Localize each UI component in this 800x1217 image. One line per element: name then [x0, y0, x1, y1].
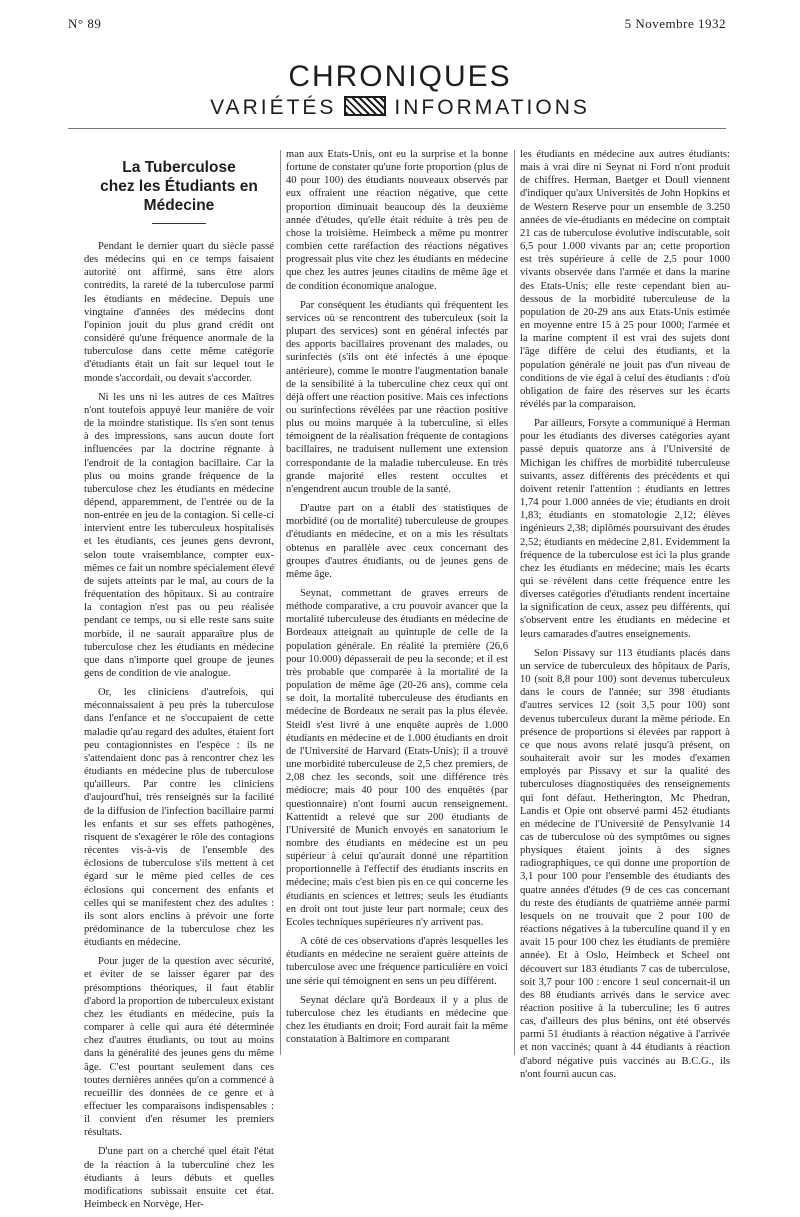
paragraph: A côté de ces observations d'après lesquelles les étudiants en médecine ne seraient guère atteints de tuberculose avec une fréquence particulière en voici une série qui témoignent en sens un peu différent.	[286, 936, 508, 987]
paragraph: Par ailleurs, Forsyte a communiqué à Herman pour les étudiants des diverses catégories ayant passé depuis quatorze ans à l'Université de Michigan les chiffres de morbidité tuberculeuse suivants, assez différents des précédents et qui doivent retenir l'attention : étudiants en lettres 1,74 pour 1.000 années de vie; étudiants en droit 1,83; étudiants en stomatologie 2,12; élèves ingénieurs 2,38; diplômés poursuivant des études 2,52; étudiants en médecine 2,81. Evidemment la fréquence de la tuberculose est ici la plus grande chez les étudiants en médecine; mais les écarts qui se révèlent dans cette fréquence entre les diverses catégories d'étudiants rendent incertaine la signification de ceux, assez peu différents, qui s'observent entre les étudiants en médecine et leurs camarades d'autres enseignements.	[520, 418, 730, 640]
masthead-subtitle	[0, 96, 800, 120]
masthead-left: VARIÉTÉS	[210, 96, 337, 119]
paragraph: Ni les uns ni les autres de ces Maîtres n'ont toutefois appuyé leur manière de voir de la moindre statistique. Ils s'en sont tenus à des impressions, sans aucun doute fort influencées par la doctrine régnante à l'endroit de la contagion bacillaire. Car la plus ou moins grande fréquence de la tuberculose chez les étudiants en médecine dépend, apparemment, de l'entrée ou de la non-entrée en jeu de la contagion. Si celle-ci intervient entre les tuberculeux hospitalisés et les étudiants, ces jeunes gens devront, selon toute vraisemblance, compter eux-mêmes ce fait un nombre spécialement élevé de sujets atteints par le mal, au cours de la fréquentation des hôpitaux. Si au contraire la contagion n'est pas ou peu réalisée pendant ce temps, ou si elle reste sans suite morbide, il ne saurait apparaître plus de tuberculose chez les étudiants en médecine que dans n'importe quel groupe de jeunes gens de condition de vie analogue.	[84, 391, 275, 679]
masthead-right: INFORMATIONS	[394, 96, 590, 119]
title-rule	[152, 223, 206, 224]
article-title	[84, 158, 274, 215]
paragraph: Pendant le dernier quart du siècle passé des médecins qui en ce temps faisaient autorité ont affirmé, sans être alors contredits, la rareté de la tuberculose parmi les étudiants en médecine. Depuis une vingtaine d'années des médecins dont l'opinion jouit du plus grand crédit ont considéré qu'une fréquence anormale de la tuberculose dans cette même catégorie d'étudiants était un fait sur lequel tout le monde s'accordait, ou devait s'accorder.	[84, 241, 274, 384]
paragraph: man aux Etats-Unis, ont eu la surprise et la bonne fortune de constater qu'une forte proportion (plus de 40 pour 100) des étudiants nouveaux observés par eux offraient une réaction négative, que cette proportion diminuait beaucoup dès la deuxième année d'études, qu'elle était réduite à très peu de chose la troisième. Heimbeck a même pu montrer combien cette raréfaction des réactions négatives progressait plus vite chez les étudiants en médecine que chez les autres jeunes citadins de même âge et de condition économique analogue.	[286, 149, 508, 292]
paragraph: Seynat déclare qu'à Bordeaux il y a plus de tuberculose chez les étudiants en médecine que chez les étudiants en droit; Ford aurait fait la même constatation à Baltimore en comparant	[286, 994, 508, 1046]
paragraph: Selon Pissavy sur 113 étudiants placés dans un service de tuberculeux des hôpitaux de Paris, 10 (soit 8,8 pour 100) sont devenus tuberculeux dans le cours de l'année; sur 398 étudiants d'autres services 12 (soit 3,5 pour 100) sont devenus tuberculeux durant la même période. En présence de proportions si élevées par rapport à ce que nous avons relaté jusqu'à présent, on souhaiterait avoir sur les modes d'examen employés par Pissavy et sur la qualité des tuberculoses diagnostiquées des renseignements qui font défaut. Hetherington, Mc Phedran, Landis et Opie ont observé parmi 452 étudiants en médecine de l'Université de Pensylvanie 14 cas de tuberculose où des symptômes ou signes physiques étaient joints à des signes radiographiques, ce qui donne une proportion de 3,1 pour 100 pour l'ensemble des étudiants des quatre années d'études (9 de ces cas concernant du reste des étudiants de quatrième année parmi lesquels on ne trouvait que 2 pour 100 de réactions négatives à la tuberculine quand il y en avait 15 pour 100 chez les étudiants de première année). Et à Oslo, Heimbeck et Scheel ont découvert sur 183 étudiants 7 cas de tuberculose, soit 3,7 pour 100 : encore 1 seul concernait-il un des 88 étudiants arrivés dans le service avec réaction positive à la tuberculine; les 6 autres cas, d'ailleurs des plus bénins, ont été observés parmi 51 étudiants à réaction négative à l'arrivée et non vaccinés; quant à 44 étudiants à réaction d'abord négative puis vaccinés au B.C.G., ils n'ont fourni aucun cas.	[520, 647, 730, 1080]
header-divider	[68, 128, 726, 129]
masthead-title: CHRONIQUES	[288, 60, 512, 93]
paragraph: Seynat, commettant de graves erreurs de méthode comparative, a cru pouvoir avancer que la mortalité tuberculeuse des étudiants en médecine de Bordeaux atteignait au quintuple de celle de la population générale. En réalité la première (26,6 pour 10.000) dépasserait de peu la seconde; et il est très probable que comparée à la mortalité de la population de même âge (20-26 ans), comme cela se doit, la mortalité tuberculeuse des étudiants en médecine de Bordeaux ne serait pas la plus élevée. Steidl s'est livré à une enquête auprès de 1.000 étudiants en médecine et de 1.000 étudiants en droit de l'Université de Harvard (Etats-Unis); il a trouvé une morbidité tuberculeuse de 2,5 chez premiers, de 2,08 chez les seconds, soit une différence très médiocre; mais 40 pour 100 des enquêtés (par questionnaire) n'ont fourni aucun renseignement. Kattentidt a relevé que sur 200 étudiants de l'Université de Munich envoyés en sanatorium le nombre des étudiants en médecine est un peu supérieur à celui qu'aurait donné une répartition proportionnelle à l'effectif des étudiants inscrits en médecine; mais c'est bien pis en ce qui concerne les étudiants en sciences et lettres; seuls les étudiants en droit ont tout juste leur part normale; ceux des Ecoles techniques supérieures n'y arrivent pas.	[286, 588, 508, 928]
issue-date: 5 Novembre 1932	[624, 16, 726, 31]
issue-number: N° 89	[68, 16, 102, 31]
ornament-icon	[344, 96, 386, 116]
column-1	[84, 142, 274, 1217]
paragraph: Par conséquent les étudiants qui fréquentent les services où se rencontrent des tuberculeux (soit la plupart des services) sont en général infectés par des apports bacillaires provenant des malades, ou surinfectés (s'ils ont été infectés à une époque antérieure), comme le montre l'augmentation banale de la sensibilité à la tuberculine chez ceux qui ont déjà offert une réaction positive. Mais ces infections ou surinfections révélées par une réaction positive plus ou moins marquée à la tuberculine, si elles témoignent de la réalisation fréquente de contagions bacillaires, ne traduisent nullement une extension correspondante de la maladie tuberculeuse. En très grande majorité elles restent occultes et n'engendrent aucun trouble de la santé.	[286, 299, 508, 495]
paragraph: les étudiants en médecine aux autres étudiants: mais à vrai dire ni Seynat ni Ford n'ont produit de chiffres. Herman, Baetger et Doull viennent d'indiquer qu'aux Universités de John Hopkins et de Western Reserve pour un ensemble de 3.250 années de vie-étudiants en médecine on comptait 21 cas de tuberculose évolutive indiscutable, soit 6,5 pour 1.000 vivants par an; cette proportion est très supérieure à celle de 2,5 pour 1000 vivants observée dans l'armée et dans la marine des Etats-Unis; elle reste cependant bien au-dessous de la morbidité tuberculeuse de la population de 20-29 ans aux Etats-Unis estimée en moyenne entre 15 à 25 pour 1000; l'armée et la marine comptent il est vrai des sujets dont l'âge diffère de celui des étudiants, et la population générale ne jouit pas d'un niveau de conditions de vie égal à celui des étudiants : d'où obligation de faire des réserves sur les écarts révélés par la comparaison.	[520, 149, 730, 410]
column-divider	[280, 150, 281, 1055]
paragraph: Or, les cliniciens d'autrefois, qui méconnaissaient à peu près la tuberculose dans l'enfance et ne s'occupaient de cette maladie qu'au regard des adultes, étaient fort peu contagionnistes en l'espèce : ils ne s'attendaient donc pas à rencontrer chez les étudiants en médecine plus de tuberculose qu'ailleurs. Par contre les cliniciens d'aujourd'hui, très renseignés sur la facilité de la diffusion de l'infection bacillaire parmi les enfants et sur ses effets pathogènes, risquent de s'exagérer le rôle des contagions récentes vis-à-vis de l'ensemble des éclosions de tuberculose s'ils mettent à cet égard sur le même pied celles de ces éclosions qui concernent des enfants et celles qui se manifestent chez des adultes : ils sont alors enclins à prévoir une forte prédominance de la tuberculose chez les étudiants en médecine.	[84, 687, 274, 949]
column-3	[520, 148, 730, 1087]
column-2	[286, 148, 508, 1052]
paragraph: D'autre part on a établi des statistiques de morbidité (ou de mortalité) tuberculeuse de groupes d'étudiants en médecine, et on a mis les résultats obtenus en parallèle avec ceux concernant des groupes d'autres étudiants, ou de jeunes gens de même âge.	[286, 503, 508, 580]
paragraph: Pour juger de la question avec sécurité, et éviter de se laisser égarer par des présomptions théoriques, il faut établir d'abord la proportion de tuberculeux existant chez les étudiants en médecine, puis la comparer à celle qui aura été déterminée chez d'autres étudiants, ou tout au moins dans la généralité des jeunes gens du même âge. C'est pourtant seulement dans ces toutes dernières années qu'on a commencé à recueillir des données de ce genre et à effectuer les comparaisons indispensables : il convient d'en résumer les premiers résultats.	[84, 956, 274, 1139]
article-title-line-1: La Tuberculose	[122, 159, 236, 176]
column-divider	[514, 150, 515, 1055]
paragraph: D'une part on a cherché quel était l'état de la réaction à la tuberculine chez les étudiants à leurs débuts et quelles modifications subissait ensuite cet état. Heimbeck en Norvège, Her-	[84, 1146, 274, 1211]
article-title-line-2: chez les Étudiants en Médecine	[100, 178, 258, 214]
